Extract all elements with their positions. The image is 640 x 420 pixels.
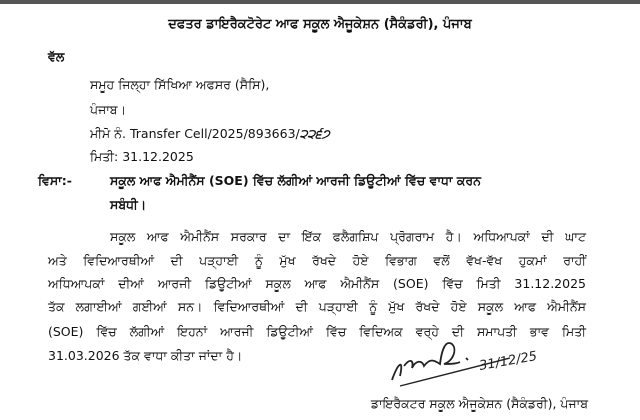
body-line: ਅਤੇ ਵਿਦਿਆਰਥੀਆਂ ਦੀ ਪੜ੍ਹਾਈ ਨੂੰ ਮੁੱਖ ਰੱਖਦੇ ਹੋਏ ਵਿਭਾਗ ਵਲੋਂ ਵੱਖ-ਵੱਖ ਹੁਕਮਾਂ ਰਾਹੀਂ <box>48 253 586 268</box>
body-line: ਸਕੂਲ ਆਫ ਐਮੀਨੈਂਸ ਸਰਕਾਰ ਦਾ ਇੱਕ ਫਲੈਗਸ਼ਿਪ ਪ੍ਰੋਗਰਾਮ ਹੈ। ਅਧਿਆਪਕਾਂ ਦੀ ਘਾਟ <box>110 229 586 244</box>
memo-handwritten-number: ੨੨੬੭ <box>299 126 330 141</box>
memo-ref: Transfer Cell/2025/893663/ <box>129 126 300 141</box>
body-line: (SOE) ਵਿੱਚ ਲੱਗੀਆਂ ਇਹਨਾਂ ਆਰਜੀ ਡਿਊਟੀਆਂ ਵਿੱਚ ਵਿਦਿਅਕ ਵਰ੍ਹੇ ਦੀ ਸਮਾਪਤੀ ਭਾਵ ਮਿਤੀ <box>48 324 586 339</box>
body-line: ਅਧਿਆਪਕਾਂ ਦੀਆਂ ਆਰਜੀ ਡਿਊਟੀਆਂ ਸਕੂਲ ਆਫ ਐਮੀਨੈਂਸ (SOE) ਵਿੱਚ ਮਿਤੀ 31.12.2025 <box>48 276 586 291</box>
office-header: ਦਫਤਰ ਡਾਇਰੈਕਟੋਰੇਟ ਆਫ ਸਕੂਲ ਐਜੂਕੇਸ਼ਨ (ਸੈਕੰਡਰੀ), ਪੰਜਾਬ <box>168 17 472 32</box>
handwritten-signature <box>380 318 539 388</box>
recipient-line-1: ਸਮੂਹ ਜਿਲ੍ਹਾ ਸਿੱਖਿਆ ਅਫਸਰ (ਸੈਸਿ), <box>90 77 270 92</box>
recipient-line-2: ਪੰਜਾਬ। <box>90 102 127 117</box>
subject-line-2: ਸਬੰਧੀ। <box>110 197 147 212</box>
signatory: ਡਾਇਰੈਕਟਰ ਸਕੂਲ ਐਜੂਕੇਸ਼ਨ (ਸੈਕੰਡਰੀ), ਪੰਜਾਬ <box>370 396 588 411</box>
top-border <box>0 0 640 4</box>
subject-label: ਵਿਸਾ:- <box>38 173 72 188</box>
body-line: ਤੱਕ ਲਗਾਈਆਂ ਗਈਆਂ ਸਨ। ਵਿਦਿਆਰਥੀਆਂ ਦੀ ਪੜ੍ਹਾਈ ਨੂੰ ਮੁੱਖ ਰੱਖਦੇ ਹੋਏ ਸਕੂਲ ਆਫ ਐਮੀਨੈਂਸ <box>48 299 586 314</box>
subject-line-1: ਸਕੂਲ ਆਫ ਐਮੀਨੈਂਸ (SOE) ਵਿੱਚ ਲੱਗੀਆਂ ਆਰਜੀ ਡਿਊਟੀਆਂ ਵਿੱਚ ਵਾਧਾ ਕਰਨ <box>110 173 481 188</box>
memo-label: ਮੀਮੋ ਨੰ. <box>90 126 126 141</box>
to-label: ਵੱਲ <box>48 49 65 64</box>
memo-date: ਮਿਤੀ: 31.12.2025 <box>90 149 194 164</box>
signature-date: 31/12/25 <box>478 349 539 374</box>
body-line: 31.03.2026 ਤੱਕ ਵਾਧਾ ਕੀਤਾ ਜਾਂਦਾ ਹੈ। <box>48 348 243 363</box>
memo-number <box>90 126 330 142</box>
